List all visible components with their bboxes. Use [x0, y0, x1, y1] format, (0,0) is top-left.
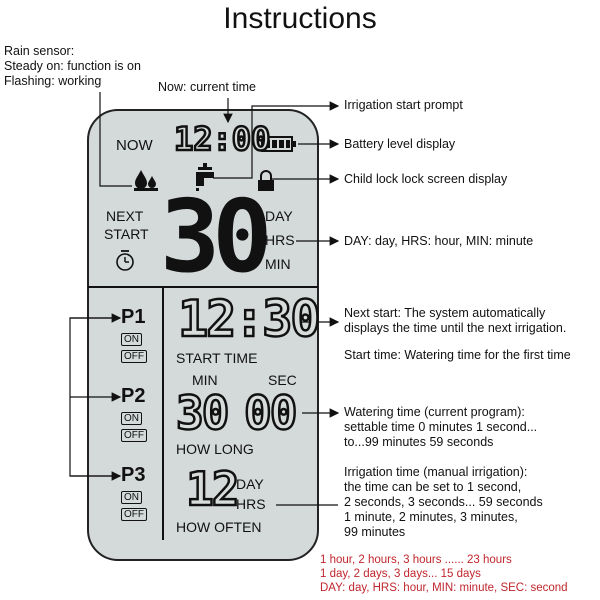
watering-time-line-2: settable time 0 minutes 1 second... [344, 420, 538, 434]
page-title: Instructions [223, 2, 377, 35]
next-start-line-2: displays the time until the next irrigation. [344, 321, 567, 335]
child-lock-annotation: Child lock lock screen display [344, 172, 508, 186]
watering-time-line-3: to...99 minutes 59 seconds [344, 435, 494, 449]
day-label: DAY [265, 208, 293, 224]
start-time-digits: 12:30 [178, 290, 319, 348]
how-long-sec-label: SEC [268, 372, 297, 388]
p3-on-indicator: ON [121, 491, 142, 504]
rain-sensor-annotation [4, 44, 141, 89]
irrigation-time-line-3: 2 seconds, 3 seconds... 59 seconds [344, 495, 543, 509]
irrigation-time-line-4: 1 minute, 2 minutes, 3 minutes, [344, 510, 518, 524]
p1-label: P1 [121, 306, 146, 328]
p1-on-indicator: ON [121, 333, 142, 346]
p2-off-indicator: OFF [121, 429, 147, 442]
battery-annotation: Battery level display [344, 137, 456, 151]
irrigation-prompt-annotation: Irrigation start prompt [344, 98, 463, 112]
irrigation-time-line-5: 99 minutes [344, 525, 406, 539]
start-time-label: START TIME [176, 350, 258, 366]
rain-sensor-steady: Steady on: function is on [4, 59, 141, 73]
program-p3[interactable] [121, 464, 145, 487]
how-often-hrs-label: HRS [236, 496, 266, 512]
min-label: MIN [265, 256, 291, 272]
watering-time-annotation [344, 405, 537, 450]
next-start-label-1: NEXT [106, 208, 144, 224]
irrigation-time-annotation [344, 465, 543, 540]
next-start-digits: 30 [160, 178, 265, 295]
now-time-digits: 12:00 [174, 120, 271, 158]
irrigation-time-line-1: Irrigation time (manual irrigation): [344, 465, 528, 479]
p3-off-indicator: OFF [121, 508, 147, 521]
red-note-days: 1 day, 2 days, 3 days... 15 days [320, 568, 481, 580]
start-time-annotation: Start time: Watering time for the first time [344, 348, 571, 362]
how-long-min-label: MIN [192, 372, 218, 388]
hrs-label: HRS [265, 232, 295, 248]
next-start-line-1: Next start: The system automatically [344, 306, 546, 320]
rain-sensor-flashing: Flashing: working [4, 74, 102, 88]
p2-on-indicator: ON [121, 412, 142, 425]
how-long-sec-digits: 00 [244, 386, 296, 440]
day-hrs-min-annotation: DAY: day, HRS: hour, MIN: minute [344, 234, 534, 248]
rain-sensor-title: Rain sensor: [4, 44, 75, 58]
how-long-label: HOW LONG [176, 441, 254, 457]
irrigation-time-line-2: the time can be set to 1 second, [344, 480, 522, 494]
now-label: NOW [116, 137, 153, 154]
how-often-digits: 12 [186, 462, 238, 516]
red-notes [320, 553, 568, 595]
program-p2[interactable] [121, 385, 145, 408]
now-time-annotation: Now: current time [158, 80, 256, 94]
p3-label: P3 [121, 464, 146, 486]
p1-off-indicator: OFF [121, 350, 147, 363]
watering-time-line-1: Watering time (current program): [344, 405, 525, 419]
red-note-units: DAY: day, HRS: hour, MIN: minute, SEC: second [320, 582, 568, 594]
p2-label: P2 [121, 385, 146, 407]
next-start-label-2: START [104, 226, 149, 242]
program-p1[interactable] [121, 306, 145, 329]
red-note-hours: 1 hour, 2 hours, 3 hours ...... 23 hours [320, 554, 512, 566]
next-start-annotation [344, 306, 566, 336]
how-long-min-digits: 30 [176, 386, 228, 440]
how-often-label: HOW OFTEN [176, 519, 262, 535]
how-often-day-label: DAY [236, 476, 264, 492]
